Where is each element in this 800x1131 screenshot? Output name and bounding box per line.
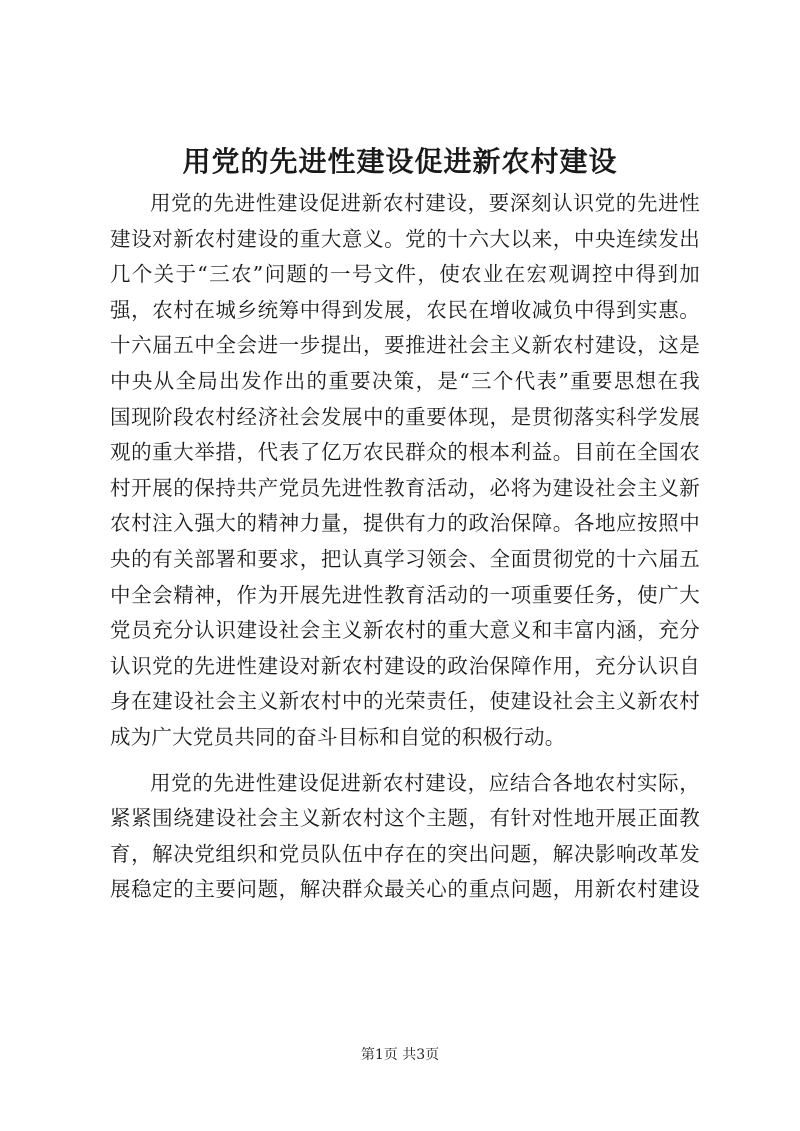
paragraph-1-line-11: 央的有关部署和要求，把认真学习领会、全面贯彻党的十六届五 bbox=[110, 546, 700, 571]
page-footer: 第1页 共3页 bbox=[360, 1047, 440, 1063]
paragraph-1-line-12: 中全会精神，作为开展先进性教育活动的一项重要任务，使广大 bbox=[110, 582, 700, 607]
paragraph-1-line-3: 几个关于“三农”问题的一号文件，使农业在宏观调控中得到加 bbox=[110, 262, 700, 287]
paragraph-1-line-10: 农村注入强大的精神力量，提供有力的政治保障。各地应按照中 bbox=[110, 511, 700, 536]
paragraph-2-line-3: 育，解决党组织和党员队伍中存在的突出问题，解决影响改革发 bbox=[110, 841, 700, 866]
paragraph-1-line-5: 十六届五中全会进一步提出，要推进社会主义新农村建设，这是 bbox=[110, 333, 700, 358]
paragraph-1-line-6: 中央从全局出发作出的重要决策，是“三个代表”重要思想在我 bbox=[110, 368, 700, 393]
paragraph-1-line-4: 强，农村在城乡统筹中得到发展，农民在增收减负中得到实惠。 bbox=[110, 297, 700, 322]
paragraph-1-line-13: 党员充分认识建设社会主义新农村的重大意义和丰富内涵，充分 bbox=[110, 618, 700, 643]
paragraph-spacer bbox=[110, 756, 700, 766]
paragraph-2-line-2: 紧紧围绕建设社会主义新农村这个主题，有针对性地开展正面教 bbox=[110, 806, 700, 831]
paragraph-2-line-1: 用党的先进性建设促进新农村建设，应结合各地农村实际， bbox=[150, 770, 700, 795]
paragraph-1-line-2: 建设对新农村建设的重大意义。党的十六大以来，中央连续发出 bbox=[110, 226, 700, 251]
paragraph-1-line-8: 观的重大举措，代表了亿万农民群众的根本利益。目前在全国农 bbox=[110, 440, 700, 465]
paragraph-1-line-14: 认识党的先进性建设对新农村建设的政治保障作用，充分认识自 bbox=[110, 653, 700, 678]
document-body bbox=[110, 186, 700, 908]
paragraph-1-line-9: 村开展的保持共产党员先进性教育活动，必将为建设社会主义新 bbox=[110, 475, 700, 500]
paragraph-1-line-15: 身在建设社会主义新农村中的光荣责任，使建设社会主义新农村 bbox=[110, 689, 700, 714]
paragraph-2-line-4: 展稳定的主要问题，解决群众最关心的重点问题，用新农村建设 bbox=[110, 877, 700, 902]
paragraph-1-line-16: 成为广大党员共同的奋斗目标和自觉的积极行动。 bbox=[110, 724, 566, 749]
paragraph-1-line-7: 国现阶段农村经济社会发展中的重要体现，是贯彻落实科学发展 bbox=[110, 404, 700, 429]
paragraph-1-line-1: 用党的先进性建设促进新农村建设，要深刻认识党的先进性 bbox=[150, 191, 700, 215]
document-title: 用党的先进性建设促进新农村建设 bbox=[182, 145, 618, 178]
